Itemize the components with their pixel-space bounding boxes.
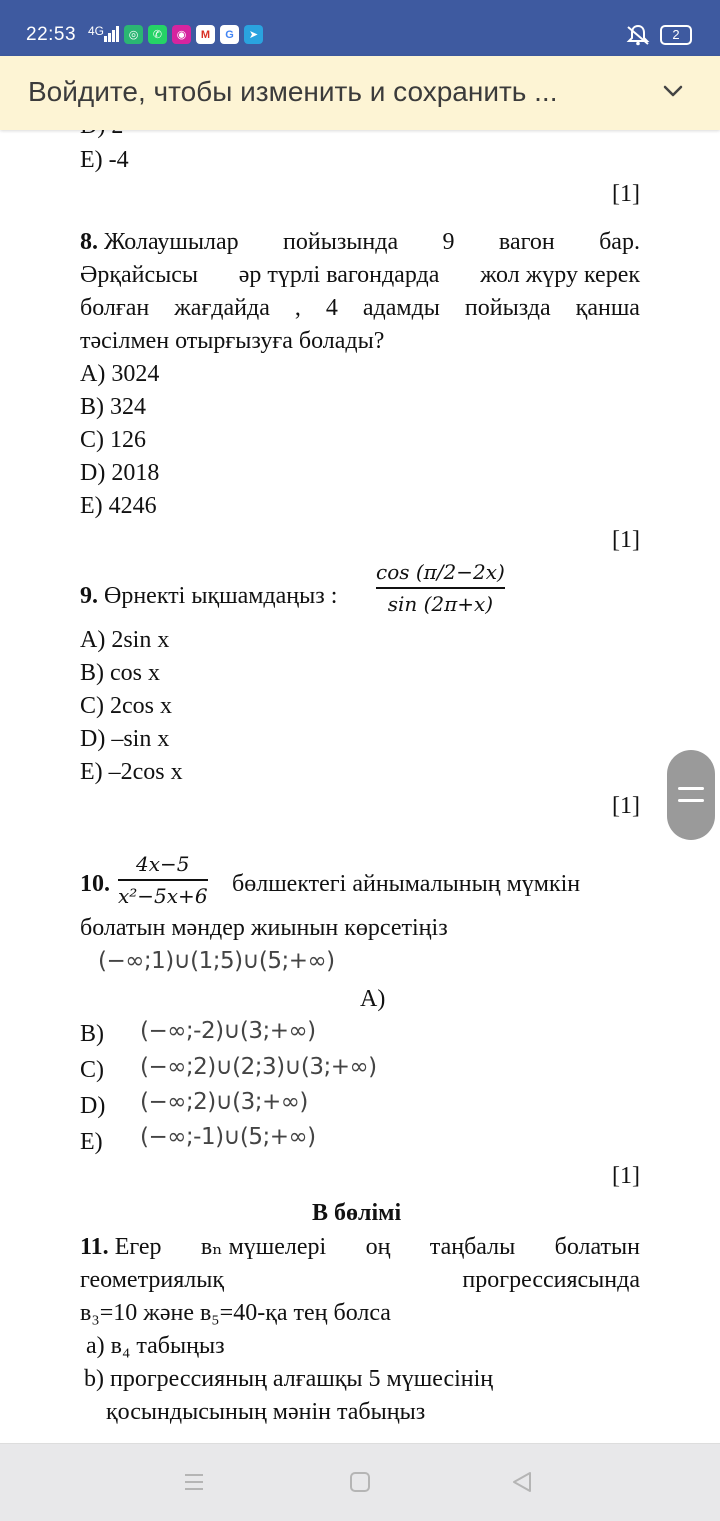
q9-option-c: C) 2cos x [80, 693, 172, 719]
menu-icon[interactable] [182, 1470, 206, 1494]
gmail-icon: M [196, 25, 215, 44]
q10-numerator: 4x−5 [136, 852, 190, 876]
q8-word: болған [80, 295, 150, 321]
q8-word: вагон [498, 229, 555, 255]
mute-bell-icon [626, 24, 650, 46]
q9-denominator: sin (2π+x) [387, 591, 494, 616]
q10-option-e-interval: (−∞;-1)∪(5;+∞) [140, 1124, 316, 1150]
q10-text-2: болатын мәндер жиынын көрсетіңіз [80, 915, 448, 941]
q9-mark: [1] [612, 793, 640, 819]
q9-option-e: E) –2cos x [80, 759, 183, 785]
q8-word: қанша [575, 295, 640, 321]
status-time: 22:53 [26, 24, 77, 45]
q7-mark: [1] [612, 181, 640, 207]
q8-word: жағдайда [174, 295, 270, 321]
q11-number: 11. [80, 1234, 109, 1260]
q10-option-a-label: A) [360, 986, 386, 1012]
q9-prompt [80, 584, 337, 608]
q10-option-c-label: C) [80, 1057, 104, 1083]
q11-word: геометриялық [80, 1267, 224, 1293]
q8-word: Әрқайсысы [80, 262, 199, 288]
q8-line-4: тәсілмен отырғызуға болады? [80, 328, 385, 354]
q9-option-a: A) 2sin x [80, 627, 170, 653]
q8-option-e: E) 4246 [80, 493, 157, 519]
q8-line-2 [80, 263, 640, 287]
q8-word: әр түрлі вагондарда [238, 262, 440, 288]
q10-option-d-interval: (−∞;2)∪(3;+∞) [140, 1089, 308, 1115]
q10-option-b-label: B) [80, 1021, 104, 1047]
q11-word: болатын [554, 1234, 640, 1260]
q10-option-d-label: D) [80, 1093, 106, 1119]
navigation-bar [0, 1443, 720, 1521]
banner-text[interactable]: Войдите, чтобы изменить и сохранить ... [28, 76, 558, 107]
telegram-icon: ➤ [244, 25, 263, 44]
q10-option-c-interval: (−∞;2)∪(2;3)∪(3;+∞) [140, 1054, 377, 1080]
q11-line-1 [80, 1235, 640, 1259]
status-right [626, 24, 692, 46]
whatsapp-icon: ✆ [148, 25, 167, 44]
q10-denominator: x²−5x+6 [118, 883, 208, 908]
network-type: 4G [88, 24, 105, 38]
sign-in-banner[interactable] [0, 56, 720, 130]
q9-number: 9. [80, 583, 98, 609]
q9-option-d: D) –sin x [80, 726, 170, 752]
q8-word: бар. [599, 229, 640, 255]
q9-numerator: cos (π/2−2x) [376, 560, 505, 584]
section-b-title: B бөлімі [312, 1200, 402, 1226]
chevron-down-icon[interactable] [662, 83, 684, 99]
q8-word: , [294, 295, 301, 321]
notification-icons [124, 25, 263, 44]
q8-word: пойызда [464, 295, 551, 321]
instagram-icon: ◉ [172, 25, 191, 44]
q8-word: жол жүру керек [480, 262, 640, 288]
q11-word: прогрессиясында [462, 1267, 640, 1293]
q11-part-a: a) в₄ табыңыз [86, 1333, 225, 1359]
q11-word: вₙ мүшелері [200, 1234, 327, 1260]
q8-option-d: D) 2018 [80, 460, 160, 486]
q8-word: пойызында [283, 229, 399, 255]
q8-word: адамды [362, 295, 440, 321]
q8-option-c: C) 126 [80, 427, 146, 453]
google-icon: G [220, 25, 239, 44]
q8-option-a: A) 3024 [80, 361, 160, 387]
q8-number: 8. [80, 229, 98, 255]
home-icon[interactable] [348, 1470, 372, 1494]
q9-option-b: B) cos x [80, 660, 160, 686]
status-bar [0, 0, 720, 56]
q10-text-1: бөлшектегі айнымалының мүмкін [232, 871, 581, 897]
q8-line-3 [80, 296, 640, 320]
q8-option-b: B) 324 [80, 394, 146, 420]
q9-fraction [376, 560, 505, 616]
q8-line-1 [80, 230, 640, 254]
q7-option-e: E) -4 [80, 147, 129, 173]
q11-line-2 [80, 1268, 640, 1292]
q11-line-3: в₃=10 және в₅=40-қа тең болса [80, 1300, 391, 1326]
fraction-bar [118, 879, 208, 881]
battery-icon: 2 [660, 25, 692, 45]
q10-fraction [118, 852, 208, 908]
q10-option-b-interval: (−∞;-2)∪(3;+∞) [140, 1018, 316, 1044]
q11-part-b-line-2: қосындысының мәнін табыңыз [106, 1399, 426, 1425]
q10-option-e-label: E) [80, 1129, 103, 1155]
q8-word: Жолаушылар [104, 229, 239, 255]
q11-word: Егер [114, 1234, 162, 1260]
q11-part-b-line-1: b) прогрессияның алғашқы 5 мүшесінің [84, 1366, 494, 1392]
fraction-bar [376, 587, 505, 589]
q8-mark: [1] [612, 527, 640, 553]
q9-text: Өрнекті ықшамдаңыз : [104, 583, 338, 609]
app-notification-icon: ◎ [124, 25, 143, 44]
q11-word: оң [365, 1234, 391, 1260]
q10-option-a-interval: (−∞;1)∪(1;5)∪(5;+∞) [98, 948, 335, 974]
back-icon[interactable] [510, 1470, 534, 1494]
q8-word: 9 [442, 229, 455, 255]
q11-word: таңбалы [429, 1234, 516, 1260]
q10-mark: [1] [612, 1163, 640, 1189]
floating-menu-handle[interactable] [667, 750, 715, 840]
q8-word: 4 [325, 295, 338, 321]
q10-number: 10. [80, 871, 110, 897]
signal-icon [104, 26, 120, 42]
